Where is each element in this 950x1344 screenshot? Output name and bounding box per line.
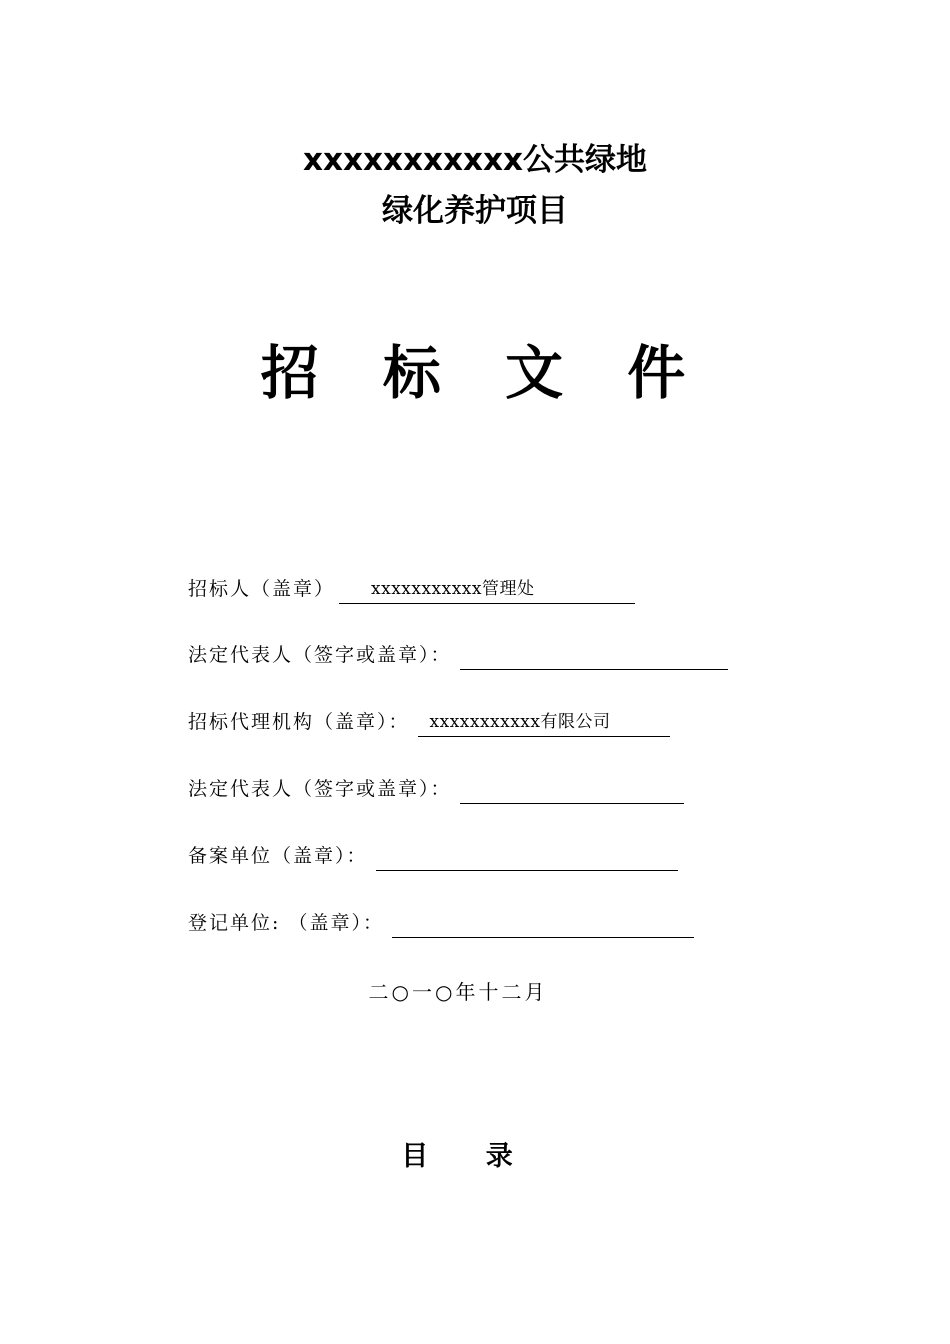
- agency-value: xxxxxxxxxxx有限公司: [429, 712, 611, 732]
- tenderer-legal-rep-field: [188, 636, 728, 670]
- agency-signature-line: [418, 708, 670, 737]
- agency-label: 招标代理机构（盖章）：: [188, 711, 410, 733]
- filing-unit-label: 备案单位（盖章）：: [188, 845, 368, 867]
- agency-legal-rep-field: [188, 770, 684, 804]
- issue-date: 二○一○年十二月: [368, 980, 548, 1004]
- agency-legal-rep-label: 法定代表人（签字或盖章）：: [188, 778, 452, 800]
- table-of-contents-heading: 目 录: [401, 1141, 513, 1172]
- tenderer-field: [188, 570, 635, 604]
- tenderer-legal-rep-signature-line: [460, 641, 728, 670]
- tenderer-legal-rep-label: 法定代表人（签字或盖章）：: [188, 644, 452, 666]
- filing-unit-field: [188, 837, 678, 871]
- project-title-line-1: xxxxxxxxxxx公共绿地: [303, 142, 647, 178]
- tenderer-value: xxxxxxxxxxx管理处: [371, 579, 535, 599]
- tenderer-signature-line: [339, 575, 635, 604]
- filing-unit-signature-line: [376, 842, 678, 871]
- tenderer-label: 招标人（盖章）: [188, 578, 336, 600]
- document-type-heading: 招 标 文 件: [260, 339, 708, 407]
- registration-unit-label: 登记单位: （盖章）：: [188, 912, 384, 934]
- project-title-line-2: 绿化养护项目: [382, 193, 568, 229]
- registration-unit-field: [188, 904, 694, 938]
- agency-legal-rep-signature-line: [460, 775, 684, 804]
- registration-unit-signature-line: [392, 909, 694, 938]
- agency-field: [188, 703, 670, 737]
